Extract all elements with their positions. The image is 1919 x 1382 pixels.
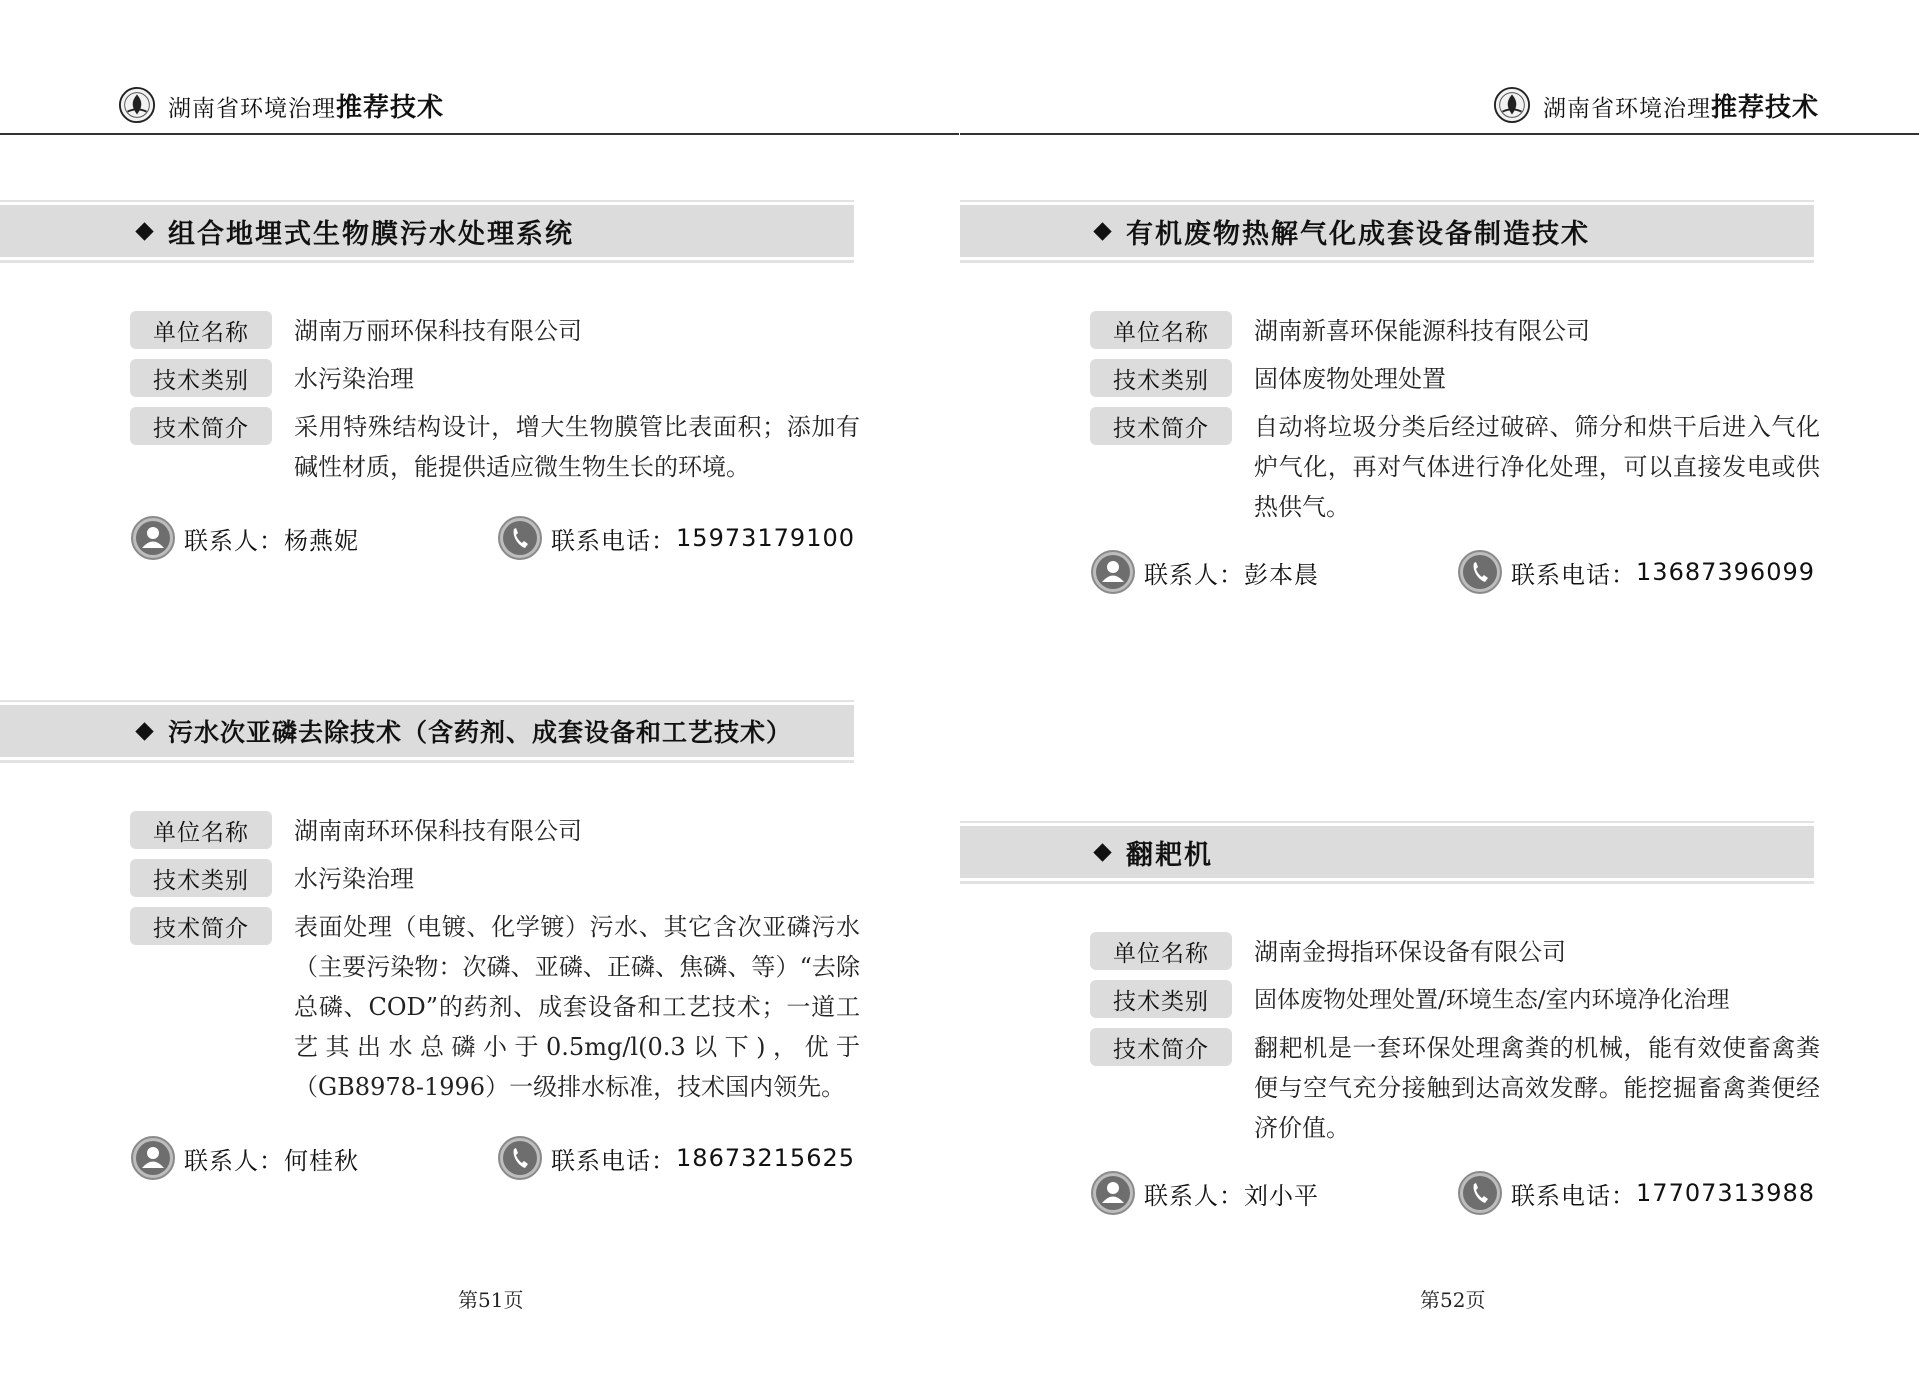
page-51 — [0, 0, 959, 1382]
label-tech-type: 技术类别 — [130, 359, 272, 397]
field-row-unit — [1090, 311, 1820, 351]
field-row-intro — [130, 407, 860, 487]
person-icon — [130, 1135, 176, 1181]
section-title: 污水次亚磷去除技术（含药剂、成套设备和工艺技术） — [168, 718, 793, 747]
emblem-logo-icon — [1493, 86, 1531, 124]
label-unit-name: 单位名称 — [130, 811, 272, 849]
contact-phone — [1457, 549, 1815, 595]
field-table — [130, 811, 860, 1107]
contact-person-label: 联系人： — [1144, 560, 1244, 589]
label-tech-type: 技术类别 — [1090, 980, 1232, 1018]
label-tech-intro: 技术简介 — [1090, 407, 1232, 445]
label-unit-name: 单位名称 — [1090, 932, 1232, 970]
contact-row — [130, 515, 855, 561]
contact-person-value: 刘小平 — [1244, 1181, 1319, 1210]
contact-person-value: 何桂秋 — [284, 1146, 359, 1175]
contact-person-label: 联系人： — [1144, 1181, 1244, 1210]
contact-phone-label: 联系电话： — [1511, 1181, 1637, 1210]
contact-person — [130, 515, 359, 561]
section-title-bar — [960, 826, 1814, 878]
field-row-unit — [130, 811, 860, 851]
diamond-bullet-icon — [135, 722, 153, 740]
field-row-category — [1090, 980, 1820, 1020]
page-number: 第51页 — [458, 1288, 524, 1312]
field-row-unit — [1090, 932, 1820, 972]
field-table — [1090, 311, 1820, 527]
unit-name-value: 湖南金拇指环保设备有限公司 — [1254, 938, 1566, 966]
section-title: 有机废物热解气化成套设备制造技术 — [1126, 218, 1590, 250]
contact-phone-label: 联系电话： — [551, 1146, 677, 1175]
emblem-logo-icon — [118, 86, 156, 124]
tech-intro-value: 自动将垃圾分类后经过破碎、筛分和烘干后进入气化炉气化，再对气体进行净化处理，可以直接发电或供热供气。 — [1254, 413, 1820, 521]
diamond-bullet-icon — [135, 222, 153, 240]
contact-row — [1090, 1170, 1815, 1216]
contact-person-label: 联系人： — [184, 526, 284, 555]
tech-section — [960, 205, 1820, 595]
running-header — [1493, 86, 1819, 124]
tech-intro-value: 翻耙机是一套环保处理禽粪的机械，能有效使畜禽粪便与空气充分接触到达高效发酵。能挖掘畜禽粪便经济价值。 — [1254, 1034, 1820, 1142]
tech-type-value: 水污染治理 — [294, 865, 414, 893]
field-row-unit — [130, 311, 860, 351]
label-unit-name: 单位名称 — [1090, 311, 1232, 349]
diamond-bullet-icon — [1093, 843, 1111, 861]
label-tech-intro: 技术简介 — [1090, 1028, 1232, 1066]
field-row-category — [130, 359, 860, 399]
section-title: 翻耙机 — [1126, 839, 1213, 871]
phone-icon — [497, 515, 543, 561]
label-tech-intro: 技术简介 — [130, 907, 272, 945]
unit-name-value: 湖南新喜环保能源科技有限公司 — [1254, 317, 1590, 345]
contact-phone-value: 18673215625 — [676, 1144, 855, 1172]
contact-person-value: 彭本晨 — [1244, 560, 1319, 589]
contact-phone-value: 15973179100 — [676, 524, 855, 552]
person-icon — [1090, 549, 1136, 595]
contact-row — [130, 1135, 855, 1181]
contact-person-value: 杨燕妮 — [284, 526, 359, 555]
header-rule — [960, 133, 1919, 135]
tech-section — [960, 826, 1820, 1216]
contact-person — [130, 1135, 359, 1181]
contact-phone-value: 17707313988 — [1636, 1179, 1815, 1207]
tech-section — [0, 705, 860, 1181]
section-title: 组合地埋式生物膜污水处理系统 — [168, 218, 574, 250]
phone-icon — [1457, 1170, 1503, 1216]
contact-phone — [497, 515, 855, 561]
contact-phone — [497, 1135, 855, 1181]
tech-type-value: 固体废物处理处置/环境生态/室内环境净化治理 — [1254, 987, 1730, 1013]
phone-icon — [497, 1135, 543, 1181]
header-rule — [0, 133, 959, 135]
page-number: 第52页 — [1420, 1288, 1486, 1312]
phone-icon — [1457, 549, 1503, 595]
contact-person — [1090, 549, 1319, 595]
field-row-category — [1090, 359, 1820, 399]
label-tech-type: 技术类别 — [130, 859, 272, 897]
field-table — [1090, 932, 1820, 1148]
person-icon — [130, 515, 176, 561]
label-tech-type: 技术类别 — [1090, 359, 1232, 397]
running-header-title: 湖南省环境治理推荐技术 — [1542, 92, 1819, 123]
label-unit-name: 单位名称 — [130, 311, 272, 349]
unit-name-value: 湖南南环环保科技有限公司 — [294, 817, 582, 845]
contact-phone-value: 13687396099 — [1636, 558, 1815, 586]
section-title-bar — [960, 205, 1814, 257]
tech-intro-value: 表面处理（电镀、化学镀）污水、其它含次亚磷污水（主要污染物：次磷、亚磷、正磷、焦磷、等）“去除总磷、COD”的药剂、成套设备和工艺技术；一道工艺其出水总磷小于0.5mg/l(0.3以下)，优于（GB8978-1996）一级排水标准，技术国内领先。 — [294, 913, 860, 1101]
contact-phone-label: 联系电话： — [551, 526, 677, 555]
field-row-category — [130, 859, 860, 899]
contact-phone-label: 联系电话： — [1511, 560, 1637, 589]
field-row-intro — [130, 907, 860, 1107]
field-row-intro — [1090, 407, 1820, 527]
section-title-bar — [0, 705, 854, 757]
contact-person — [1090, 1170, 1319, 1216]
running-header-title: 湖南省环境治理推荐技术 — [168, 92, 445, 123]
section-title-bar — [0, 205, 854, 257]
label-tech-intro: 技术简介 — [130, 407, 272, 445]
contact-row — [1090, 549, 1815, 595]
contact-phone — [1457, 1170, 1815, 1216]
contact-person-label: 联系人： — [184, 1146, 284, 1175]
diamond-bullet-icon — [1093, 222, 1111, 240]
field-table — [130, 311, 860, 487]
field-row-intro — [1090, 1028, 1820, 1148]
unit-name-value: 湖南万丽环保科技有限公司 — [294, 317, 582, 345]
page-52 — [960, 0, 1919, 1382]
tech-type-value: 水污染治理 — [294, 365, 414, 393]
running-header — [118, 86, 444, 124]
tech-type-value: 固体废物处理处置 — [1254, 365, 1446, 393]
tech-section — [0, 205, 860, 561]
tech-intro-value: 采用特殊结构设计，增大生物膜管比表面积；添加有碱性材质，能提供适应微生物生长的环境。 — [294, 413, 860, 481]
person-icon — [1090, 1170, 1136, 1216]
